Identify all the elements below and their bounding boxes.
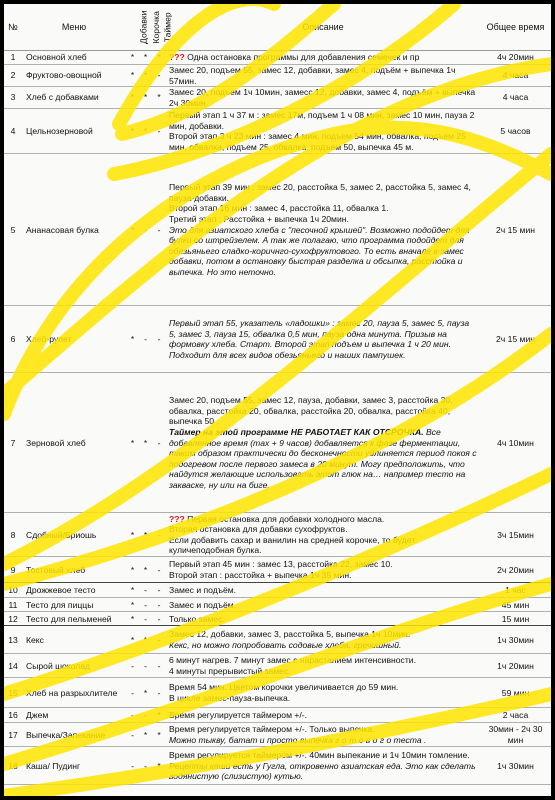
program-description [166,65,480,87]
program-row [4,373,551,513]
additions-mark: * [126,583,139,598]
program-number: 1 [4,51,22,65]
additions-mark: * [126,65,139,87]
crust-mark: * [139,678,152,708]
program-total-time: 30мин - 2ч 30 мин [480,723,551,747]
program-total-time: 1ч 30мин [480,626,551,654]
program-description [166,51,480,65]
description-line: Время регулируется таймером +/-. Только выпечка. [169,724,375,735]
bread-maker-programs-table [4,4,551,785]
description-line: Рецепты каши есть у Гугла, откровенно азиатская еда. Это как сделать водянистую (слизистую) кутью. [169,760,476,782]
timer-mark: - [152,109,166,154]
description-line: Если добавить сахар и ванилин на средней корочке, то будет куличеподобная булка. [169,534,416,556]
timer-mark: - [152,583,166,598]
program-description [166,747,480,785]
program-description [166,654,480,678]
crust-mark: - [139,598,152,612]
additions-mark: * [126,51,139,65]
additions-mark: * [126,306,139,373]
document-page [4,4,551,796]
program-number: 3 [4,87,22,109]
program-total-time: 2ч 15 мин [480,306,551,373]
additions-mark: * [126,557,139,583]
description-line: Первый этап 39 мин : замес 20, расстойка 5, замес 2, расстойка 5, замес 4, пауза-добавки. [169,182,471,203]
description-line: Второй этап 16 мин : замес 4, расстойка 11, обвалка 1. [169,203,389,214]
program-row [4,678,551,708]
program-name: Каша/ Пудинг [22,747,126,785]
program-name: Основной хлеб [22,51,126,65]
description-line: Замес 20, подъем 1ч 10мин, замесс 12, добавки, замес 4, подъём + выпечка 2ч 30мин. [169,87,476,108]
description-line: Таймер на этой программе НЕ РАБОТАЕТ КАК ОТСРОЧКА. Все добавленное время (max + 9 часов) добавляется к фазе ферментации, таким образом практически до бесконечности удлиняется период покоя с подогревом после первого замеса в 20 минут. Могу предположить, что найдутся желающие использовать этот глюк на… например тесто на закваске, ну или на биге. [169,426,477,490]
crust-mark: * [139,723,152,747]
additions-mark: - [126,678,139,708]
crust-mark: - [139,747,152,785]
program-name: Тесто для пельменей [22,612,126,626]
program-number: 12 [4,612,22,626]
program-row [4,109,551,154]
program-number: 2 [4,65,22,87]
program-total-time: 4 часа [480,65,551,87]
program-row [4,306,551,373]
program-name: Сдобный/Бриошь [22,513,126,557]
program-number: 5 [4,154,22,306]
program-description [166,612,480,626]
program-name: Ананасовая булка [22,154,126,306]
description-line: Время регулируется таймером +/-. [169,710,308,721]
description-line: Вторая остановка для добавки сухофруктов. [169,524,348,535]
description-line: Время 54 мин. Цветом корочки увеличивается до 59 мин. [169,682,399,693]
program-total-time: 59 мин [480,678,551,708]
program-description [166,708,480,723]
crust-mark: * [139,109,152,154]
additions-mark: * [126,109,139,154]
program-row [4,557,551,583]
additions-mark: - [126,654,139,678]
timer-mark: - [152,306,166,373]
additions-mark: * [126,513,139,557]
description-line: Первый этап 1 ч 37 м : замес 17м, подъем 1 ч 08 мин, замес 10 мин, пауза 2 мин, добавки. [169,110,475,131]
program-name: Зерновой хлеб [22,373,126,513]
description-line: В цикле замес-пауза-выпечка. [169,692,291,703]
program-name: Хлеб-рулет [22,306,126,373]
timer-mark: * [152,723,166,747]
program-row [4,154,551,306]
crust-mark: - [139,306,152,373]
program-row [4,708,551,723]
program-number: 16 [4,708,22,723]
program-total-time: 5 часов [480,109,551,154]
crust-mark: * [139,557,152,583]
program-description [166,626,480,654]
program-name: Кекс [22,626,126,654]
program-number: 4 [4,109,22,154]
program-total-time: 45 мин [480,598,551,612]
program-description [166,557,480,583]
additions-mark: * [126,373,139,513]
program-total-time: 15 мин [480,612,551,626]
program-total-time: 2 часа [480,708,551,723]
program-description [166,306,480,373]
additions-mark: * [126,612,139,626]
crust-mark: - [139,583,152,598]
timer-mark: - [152,557,166,583]
crust-mark: - [139,612,152,626]
program-number: 14 [4,654,22,678]
additions-mark: - [126,723,139,747]
crust-mark: * [139,87,152,109]
program-row [4,51,551,65]
description-line: Замес 12, добавки, замес 3, расстойка 5, выпечка 1ч 10мин. [169,629,411,640]
header-additions: Добавки [126,4,139,51]
timer-mark: * [152,747,166,785]
program-number: 13 [4,626,22,654]
program-name: Тесто для пиццы [22,598,126,612]
timer-mark: - [152,626,166,654]
description-line: 6 минут нагрев. 7 минут замес с нарастанием интенсивности. [169,655,416,666]
program-total-time: 1 час [480,583,551,598]
program-row [4,723,551,747]
timer-mark: - [152,612,166,626]
description-line: Замес и подъём. [169,599,237,610]
program-row [4,583,551,598]
program-total-time: 4ч 20мин [480,51,551,65]
program-description [166,598,480,612]
program-total-time: 1ч 20мин [480,654,551,678]
description-line: Только замес. [169,613,225,624]
program-total-time: 2ч 15 мин [480,154,551,306]
program-description [166,583,480,598]
additions-mark: - [126,747,139,785]
program-name: Джем [22,708,126,723]
description-line: Замес и подъём. [169,585,237,596]
program-number: 8 [4,513,22,557]
timer-mark: - [152,373,166,513]
program-number: 11 [4,598,22,612]
description-emphasis: ??? [169,52,185,63]
program-name: Выпечка/Запекание [22,723,126,747]
program-number: 7 [4,373,22,513]
additions-mark: * [126,626,139,654]
program-name: Хлеб на разрыхлителе [22,678,126,708]
crust-mark: - [139,654,152,678]
program-description [166,723,480,747]
program-name: Сырой шоколад [22,654,126,678]
timer-mark: * [152,708,166,723]
program-number: 18 [4,747,22,785]
timer-mark: - [152,598,166,612]
additions-mark: * [126,154,139,306]
program-name: Хлеб с добавками [22,87,126,109]
crust-mark: * [139,51,152,65]
timer-mark: - [152,678,166,708]
additions-mark: * [126,598,139,612]
header-description: Описание [166,4,480,51]
header-menu: Меню [22,4,126,51]
description-line: Второй этап 3 ч 23 мин : замес 4 мин, подъем 54 мин, обвалка, подъем 25 мин, обвалка, подъем 25, обвалка, подъем 50, выпечка 45 м. [169,131,466,152]
program-total-time: 1ч 30мин [480,747,551,785]
description-line: Замес 20, подъем 55, замес 12, добавки, замес 4, подъём + выпечка 1ч 57мин. [169,65,456,86]
description-line: Первый этап 55, указатель «ладошки» : замес 20, пауза 5, замес 5, пауза 5, замес 3, пауза 15, обвалка 0,5 мин, пауза одна минута. Призыв на формовку хлеба. Старт. Второй этап подъем и выпечка 1 ч 20 мин. [169,318,470,350]
program-number: 10 [4,583,22,598]
program-row [4,87,551,109]
program-row [4,654,551,678]
program-description [166,109,480,154]
program-name: Дрожжевое тесто [22,583,126,598]
additions-mark: - [126,708,139,723]
program-name: Цельнозерновой [22,109,126,154]
program-total-time: 3ч 15мин [480,513,551,557]
description-line: Третий этап : Расстойка + выпечка 1ч 20мин. [169,213,349,224]
description-line: Время регулируется таймером +/-. 40мин выпекание и 1ч 10мин томление. [169,749,470,760]
program-description [166,154,480,306]
program-number: 17 [4,723,22,747]
description-line: Можно тыкву, батат и просто выпечка г о т о в о г о теста . [169,734,427,745]
program-row [4,612,551,626]
description-line: ??? Первая остановка для добавки холодного масла. [169,513,385,524]
timer-mark: - [152,654,166,678]
header-num: № [4,4,22,51]
program-number: 6 [4,306,22,373]
description-line: Это для азиатского хлеба с "песочной крышей". Возможно подойдет для булки со штрейзелем. А так же полагаю, что программа подойдет для обезьяньего сладко-коричнго-сухофруктового. То есть вначале в замес добавки, потом в остановку быстрая разделка и обсыпка, расстойка и выпечка. Но это неточно. [169,224,470,277]
program-description [166,678,480,708]
timer-mark: - [152,154,166,306]
program-total-time: 2ч 20мин [480,557,551,583]
program-name: Фруктово-овощной [22,65,126,87]
program-total-time: 4ч 10мин [480,373,551,513]
program-number: 9 [4,557,22,583]
timer-mark: - [152,65,166,87]
description-emphasis: Таймер на этой программе НЕ РАБОТАЕТ КАК ОТСРОЧКА. [169,426,424,437]
description-line: Второй этап : расстойка + выпечка 1ч 35 мин. [169,569,352,580]
program-row [4,513,551,557]
header-crust: Корочка [139,4,152,51]
header-timer: Таймер [152,4,166,51]
header-row [4,4,551,51]
crust-mark: * [139,513,152,557]
program-number: 15 [4,678,22,708]
crust-mark: * [139,65,152,87]
crust-mark: * [139,373,152,513]
timer-mark: * [152,51,166,65]
program-row [4,598,551,612]
timer-mark: * [152,87,166,109]
crust-mark: * [139,626,152,654]
program-description [166,87,480,109]
program-row [4,65,551,87]
description-line: ??? Одна остановка программы для добавления семечек и пр [169,52,420,63]
program-description [166,373,480,513]
description-emphasis: ??? [169,513,185,524]
program-total-time: 4 часа [480,87,551,109]
additions-mark: * [126,87,139,109]
program-row [4,747,551,785]
crust-mark: - [139,708,152,723]
header-total-time: Общее время [480,4,551,51]
description-line: Кекс, но можно попробовать содовые хлеба, гречишный. [169,639,402,650]
description-line: 4 минуты прерывистый замес. [169,665,291,676]
description-line: Первый этап 45 мин : замес 13, расстойка 22, замес 10. [169,559,393,570]
program-row [4,626,551,654]
timer-mark: - [152,513,166,557]
description-line: Подходит для всех видов обезьяньего и наших пампушек. [169,349,406,360]
program-name: Тостовый хлеб [22,557,126,583]
description-line: Замес 20, подъем 55, замес 12, пауза, добавки, замес 3, расстойка 30, обвалка, расстойка 20, обвалка, расстойка 20, обвалка, расстойка 40, выпечка 50 . [169,395,453,427]
crust-mark: - [139,154,152,306]
program-description [166,513,480,557]
